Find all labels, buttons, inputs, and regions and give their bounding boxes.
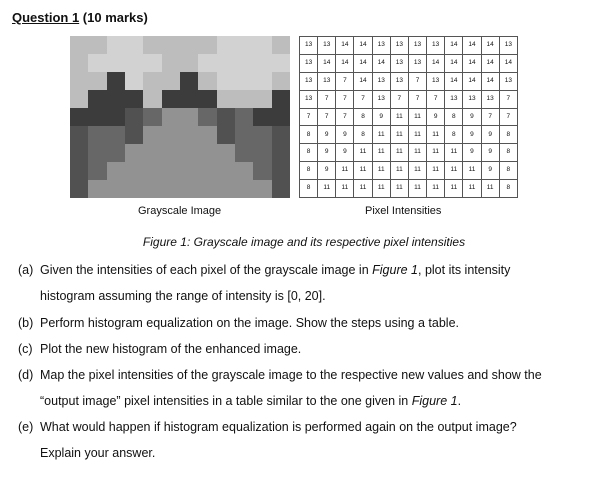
intensity-cell: 7 xyxy=(408,72,426,90)
image-pixel xyxy=(198,90,216,108)
image-pixel xyxy=(70,36,88,54)
intensity-cell: 8 xyxy=(499,126,517,144)
image-pixel xyxy=(180,108,198,126)
image-pixel xyxy=(180,72,198,90)
intensity-cell: 11 xyxy=(390,162,408,180)
intensity-cell: 7 xyxy=(300,108,318,126)
intensity-cell: 13 xyxy=(372,90,390,108)
image-pixel xyxy=(198,144,216,162)
intensity-cell: 11 xyxy=(372,180,390,198)
intensity-cell: 7 xyxy=(354,90,372,108)
intensity-cell: 13 xyxy=(300,90,318,108)
image-pixel xyxy=(198,72,216,90)
intensity-cell: 13 xyxy=(390,37,408,55)
image-pixel xyxy=(162,90,180,108)
image-pixel xyxy=(217,90,235,108)
intensity-cell: 8 xyxy=(499,180,517,198)
intensity-cell: 13 xyxy=(427,72,445,90)
intensity-cell: 14 xyxy=(463,37,481,55)
intensity-cell: 7 xyxy=(336,108,354,126)
image-pixel xyxy=(125,36,143,54)
image-pixel xyxy=(88,72,106,90)
intensity-cell: 8 xyxy=(300,144,318,162)
intensity-cell: 11 xyxy=(445,162,463,180)
image-pixel xyxy=(70,54,88,72)
image-pixel xyxy=(253,90,271,108)
image-pixel xyxy=(217,144,235,162)
question-label: Question 1 xyxy=(12,10,80,25)
image-pixel xyxy=(198,36,216,54)
part-e-line2: Explain your answer. xyxy=(40,446,156,460)
intensity-cell: 14 xyxy=(427,54,445,72)
intensity-cell: 8 xyxy=(445,108,463,126)
image-pixel xyxy=(180,180,198,198)
image-pixel xyxy=(107,180,125,198)
intensity-cell: 11 xyxy=(354,144,372,162)
image-pixel xyxy=(88,36,106,54)
part-e-text: What would happen if histogram equalization is performed again on the output image? xyxy=(40,420,517,434)
intensity-cell: 9 xyxy=(481,126,499,144)
part-d-line2-text: “output image” pixel intensities in a table similar to the one given in xyxy=(40,394,412,408)
image-pixel xyxy=(143,54,161,72)
intensity-cell: 11 xyxy=(354,162,372,180)
image-pixel xyxy=(125,108,143,126)
image-pixel xyxy=(143,90,161,108)
intensity-cell: 11 xyxy=(408,162,426,180)
intensity-cell: 9 xyxy=(481,144,499,162)
intensity-cell: 9 xyxy=(427,108,445,126)
part-c-text: Plot the new histogram of the enhanced image. xyxy=(40,342,302,356)
question-title xyxy=(12,10,148,25)
intensity-cell: 7 xyxy=(336,72,354,90)
intensity-cell: 9 xyxy=(318,126,336,144)
image-pixel xyxy=(125,54,143,72)
intensity-cell: 9 xyxy=(372,108,390,126)
image-pixel xyxy=(198,162,216,180)
image-pixel xyxy=(217,54,235,72)
image-pixel xyxy=(198,126,216,144)
image-pixel xyxy=(107,72,125,90)
grayscale-image xyxy=(70,36,290,198)
intensity-cell: 11 xyxy=(372,162,390,180)
intensity-row xyxy=(300,108,518,126)
image-pixel xyxy=(107,144,125,162)
image-pixel xyxy=(125,90,143,108)
intensity-cell: 14 xyxy=(336,37,354,55)
part-a-label: (a) xyxy=(18,263,34,277)
part-a xyxy=(18,257,588,309)
intensity-cell: 11 xyxy=(408,180,426,198)
intensity-cell: 13 xyxy=(318,72,336,90)
intensity-cell: 11 xyxy=(336,180,354,198)
image-pixel xyxy=(272,162,290,180)
intensity-cell: 8 xyxy=(300,180,318,198)
intensity-cell: 11 xyxy=(408,126,426,144)
intensity-cell: 14 xyxy=(463,72,481,90)
intensity-row xyxy=(300,162,518,180)
image-pixel xyxy=(253,108,271,126)
intensity-cell: 11 xyxy=(318,180,336,198)
image-pixel xyxy=(235,180,253,198)
intensity-cell: 14 xyxy=(481,54,499,72)
image-pixel xyxy=(70,90,88,108)
part-d-text: Map the pixel intensities of the grayscale image to the respective new values and show the xyxy=(40,368,542,382)
intensity-cell: 8 xyxy=(300,162,318,180)
image-pixel xyxy=(180,36,198,54)
intensity-cell: 14 xyxy=(445,37,463,55)
image-pixel xyxy=(217,36,235,54)
image-pixel xyxy=(143,36,161,54)
image-pixel xyxy=(272,90,290,108)
intensity-cell: 11 xyxy=(463,180,481,198)
image-pixel xyxy=(88,144,106,162)
image-pixel xyxy=(217,162,235,180)
intensity-cell: 8 xyxy=(499,162,517,180)
part-c xyxy=(18,336,588,362)
image-pixel xyxy=(162,126,180,144)
intensity-cell: 9 xyxy=(318,162,336,180)
image-pixel xyxy=(162,144,180,162)
image-pixel xyxy=(253,162,271,180)
image-pixel xyxy=(235,126,253,144)
intensity-row xyxy=(300,126,518,144)
image-pixel xyxy=(272,126,290,144)
intensity-cell: 11 xyxy=(390,144,408,162)
intensity-cell: 14 xyxy=(318,54,336,72)
image-pixel xyxy=(162,54,180,72)
image-pixel xyxy=(107,108,125,126)
intensity-cell: 14 xyxy=(499,54,517,72)
part-d-line2-end: . xyxy=(457,394,462,408)
intensity-cell: 11 xyxy=(445,180,463,198)
part-a-figure-ref: Figure 1 xyxy=(372,263,418,277)
intensity-cell: 8 xyxy=(354,126,372,144)
image-pixel xyxy=(253,126,271,144)
intensity-cell: 11 xyxy=(427,180,445,198)
image-pixel xyxy=(235,90,253,108)
intensity-cell: 8 xyxy=(354,108,372,126)
intensity-cell: 11 xyxy=(427,144,445,162)
image-pixel xyxy=(198,54,216,72)
image-pixel xyxy=(107,54,125,72)
intensity-cell: 8 xyxy=(499,144,517,162)
image-pixel xyxy=(180,126,198,144)
intensity-cell: 14 xyxy=(354,72,372,90)
figure-caption: Figure 1: Grayscale image and its respective pixel intensities xyxy=(142,235,466,249)
part-d-label: (d) xyxy=(18,368,34,382)
intensity-cell: 13 xyxy=(300,72,318,90)
intensity-cell: 9 xyxy=(318,144,336,162)
part-a-text: Given the intensities of each pixel of the grayscale image in xyxy=(40,263,373,277)
image-pixel xyxy=(162,162,180,180)
image-pixel xyxy=(70,108,88,126)
part-b xyxy=(18,310,588,336)
image-pixel xyxy=(107,90,125,108)
image-pixel xyxy=(162,72,180,90)
image-pixel xyxy=(162,180,180,198)
image-pixel xyxy=(217,180,235,198)
intensity-cell: 7 xyxy=(481,108,499,126)
image-pixel xyxy=(180,144,198,162)
intensity-cell: 11 xyxy=(354,180,372,198)
image-pixel xyxy=(235,72,253,90)
intensity-cell: 11 xyxy=(481,180,499,198)
image-pixel xyxy=(143,108,161,126)
image-pixel xyxy=(70,126,88,144)
image-pixel xyxy=(253,72,271,90)
image-pixel xyxy=(235,54,253,72)
image-pixel xyxy=(198,108,216,126)
image-pixel xyxy=(125,144,143,162)
intensity-cell: 13 xyxy=(408,37,426,55)
intensity-cell: 14 xyxy=(463,54,481,72)
image-pixel xyxy=(198,180,216,198)
image-pixel xyxy=(143,180,161,198)
intensity-cell: 9 xyxy=(336,144,354,162)
intensity-cell: 14 xyxy=(354,54,372,72)
intensity-cell: 9 xyxy=(463,144,481,162)
grayscale-image-caption: Grayscale Image xyxy=(138,205,222,217)
image-pixel xyxy=(125,126,143,144)
intensity-cell: 14 xyxy=(336,54,354,72)
image-pixel xyxy=(88,126,106,144)
intensity-cell: 9 xyxy=(463,108,481,126)
part-a-line2: histogram assuming the range of intensity is [0, 20]. xyxy=(40,289,326,303)
intensity-row xyxy=(300,72,518,90)
intensity-cell: 11 xyxy=(372,144,390,162)
image-pixel xyxy=(143,126,161,144)
intensity-row xyxy=(300,37,518,55)
intensity-cell: 7 xyxy=(499,90,517,108)
intensity-cell: 7 xyxy=(336,90,354,108)
image-pixel xyxy=(272,36,290,54)
intensity-cell: 7 xyxy=(318,108,336,126)
intensity-cell: 13 xyxy=(499,37,517,55)
intensity-cell: 13 xyxy=(463,90,481,108)
image-pixel xyxy=(253,54,271,72)
image-pixel xyxy=(253,144,271,162)
intensity-cell: 13 xyxy=(499,72,517,90)
intensity-cell: 13 xyxy=(300,54,318,72)
image-pixel xyxy=(143,162,161,180)
intensity-cell: 13 xyxy=(300,37,318,55)
intensity-cell: 8 xyxy=(300,126,318,144)
intensity-cell: 7 xyxy=(499,108,517,126)
intensity-cell: 13 xyxy=(427,37,445,55)
part-a-text-end: , plot its intensity xyxy=(418,263,511,277)
intensity-cell: 13 xyxy=(390,72,408,90)
intensity-cell: 13 xyxy=(390,54,408,72)
image-pixel xyxy=(107,126,125,144)
intensity-cell: 11 xyxy=(463,162,481,180)
intensity-cell: 14 xyxy=(445,72,463,90)
intensity-cell: 11 xyxy=(390,108,408,126)
intensity-row xyxy=(300,90,518,108)
intensity-cell: 7 xyxy=(427,90,445,108)
part-e-label: (e) xyxy=(18,420,34,434)
image-pixel xyxy=(217,126,235,144)
intensity-cell: 11 xyxy=(427,126,445,144)
image-pixel xyxy=(235,108,253,126)
intensity-cell: 13 xyxy=(481,90,499,108)
image-pixel xyxy=(70,144,88,162)
image-pixel xyxy=(180,162,198,180)
pixel-intensities-caption: Pixel Intensities xyxy=(365,205,442,217)
image-pixel xyxy=(88,180,106,198)
image-pixel xyxy=(70,72,88,90)
intensity-cell: 11 xyxy=(390,180,408,198)
image-pixel xyxy=(272,144,290,162)
part-d-figure-ref: Figure 1 xyxy=(411,394,458,408)
image-pixel xyxy=(253,36,271,54)
image-pixel xyxy=(70,162,88,180)
image-pixel xyxy=(253,180,271,198)
image-pixel xyxy=(88,54,106,72)
image-pixel xyxy=(125,162,143,180)
intensity-row xyxy=(300,180,518,198)
intensity-cell: 9 xyxy=(481,162,499,180)
image-pixel xyxy=(88,90,106,108)
intensity-cell: 11 xyxy=(408,108,426,126)
question-marks: (10 marks) xyxy=(79,10,148,25)
image-pixel xyxy=(217,72,235,90)
intensity-cell: 13 xyxy=(372,72,390,90)
part-c-label: (c) xyxy=(18,342,33,356)
image-pixel xyxy=(70,180,88,198)
intensity-cell: 14 xyxy=(481,37,499,55)
intensity-cell: 14 xyxy=(372,54,390,72)
image-pixel xyxy=(272,180,290,198)
image-pixel xyxy=(162,108,180,126)
image-pixel xyxy=(143,144,161,162)
intensity-cell: 13 xyxy=(408,54,426,72)
intensity-cell: 8 xyxy=(445,126,463,144)
image-pixel xyxy=(235,36,253,54)
part-e xyxy=(18,414,588,466)
intensity-cell: 11 xyxy=(408,144,426,162)
image-pixel xyxy=(235,144,253,162)
image-pixel xyxy=(125,180,143,198)
intensity-cell: 14 xyxy=(481,72,499,90)
intensity-cell: 9 xyxy=(336,126,354,144)
intensity-cell: 7 xyxy=(390,90,408,108)
image-pixel xyxy=(107,36,125,54)
part-b-label: (b) xyxy=(18,316,34,330)
intensity-cell: 7 xyxy=(318,90,336,108)
image-pixel xyxy=(272,72,290,90)
intensity-cell: 13 xyxy=(318,37,336,55)
image-pixel xyxy=(88,162,106,180)
intensity-cell: 13 xyxy=(445,90,463,108)
image-pixel xyxy=(272,54,290,72)
intensity-cell: 11 xyxy=(390,126,408,144)
part-d-line2 xyxy=(18,388,588,414)
image-pixel xyxy=(107,162,125,180)
intensity-cell: 11 xyxy=(427,162,445,180)
part-b-text: Perform histogram equalization on the image. Show the steps using a table. xyxy=(40,316,459,330)
intensity-cell: 11 xyxy=(372,126,390,144)
intensity-cell: 14 xyxy=(445,54,463,72)
intensity-cell: 11 xyxy=(445,144,463,162)
intensity-cell: 7 xyxy=(408,90,426,108)
image-pixel xyxy=(235,162,253,180)
image-pixel xyxy=(88,108,106,126)
intensity-cell: 9 xyxy=(463,126,481,144)
intensity-cell: 13 xyxy=(372,37,390,55)
image-pixel xyxy=(180,54,198,72)
image-pixel xyxy=(143,72,161,90)
image-pixel xyxy=(272,108,290,126)
part-d xyxy=(18,362,588,414)
image-pixel xyxy=(125,72,143,90)
image-pixel xyxy=(180,90,198,108)
image-pixel xyxy=(162,36,180,54)
image-pixel xyxy=(217,108,235,126)
intensity-row xyxy=(300,54,518,72)
intensity-row xyxy=(300,144,518,162)
intensity-cell: 11 xyxy=(336,162,354,180)
pixel-intensity-table xyxy=(299,36,518,198)
intensity-cell: 14 xyxy=(354,37,372,55)
